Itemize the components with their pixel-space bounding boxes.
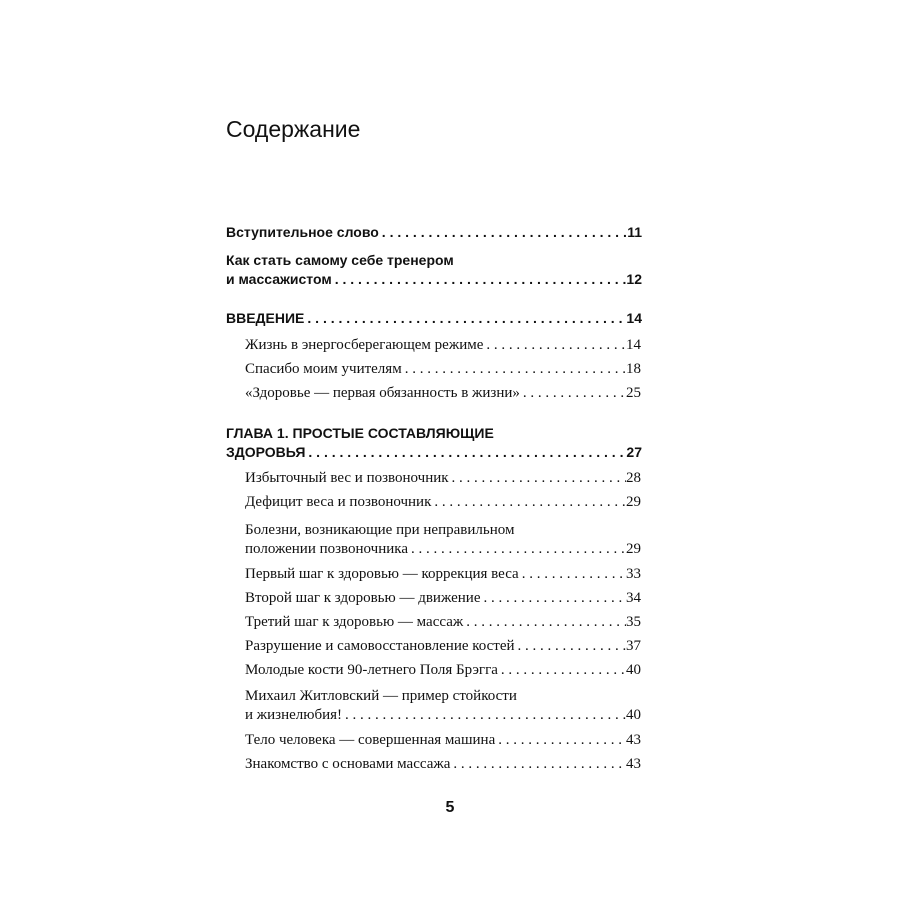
dot-leader	[463, 614, 626, 631]
toc-page-number: 43	[626, 732, 641, 748]
toc-entry-title: Тело человека — совершенная машина	[245, 732, 496, 748]
toc-page-number: 18	[626, 361, 641, 377]
toc-entry-third-step	[245, 614, 641, 635]
dot-leader	[519, 566, 626, 583]
toc-entry-title-line1: Михаил Житловский — пример стойкости	[245, 688, 517, 704]
dot-leader	[480, 590, 626, 607]
toc-entry-energy-saving-mode	[245, 337, 641, 358]
toc-entry-title: Знакомство с основами массажа	[245, 756, 451, 772]
toc-entry-excess-weight	[245, 470, 641, 491]
toc-entry-title: «Здоровье — первая обязанность в жизни»	[245, 385, 520, 401]
toc-entry-thanks-teachers	[245, 361, 641, 382]
toc-entry-title: Вступительное слово	[226, 224, 379, 240]
dot-leader	[342, 707, 626, 724]
toc-page-number: 11	[627, 224, 642, 240]
toc-entry-chapter-1	[226, 423, 642, 465]
dot-leader	[408, 541, 626, 558]
toc-entry-title: ВВЕДЕНИЕ	[226, 310, 305, 326]
dot-leader	[520, 385, 626, 402]
toc-entry-trainer-and-masseur	[226, 250, 642, 292]
page-number: 5	[445, 799, 455, 816]
dot-leader	[402, 361, 626, 378]
toc-entry-human-body	[245, 732, 641, 753]
dot-leader	[305, 444, 626, 460]
page-title: Содержание	[226, 116, 361, 142]
toc-page-number: 40	[626, 662, 641, 678]
dot-leader	[332, 271, 627, 287]
toc-entry-title-line1: Как стать самому себе тренером	[226, 252, 454, 268]
toc-entry-massage-basics	[245, 756, 641, 777]
toc-entry-title: Второй шаг к здоровью — движение	[245, 590, 481, 606]
toc-entry-title: и массажистом	[226, 271, 332, 287]
toc-page-number: 34	[626, 590, 641, 606]
toc-entry-health-first-duty	[245, 385, 641, 406]
toc-entry-title: Спасибо моим учителям	[245, 361, 402, 377]
toc-page-number: 29	[626, 494, 641, 510]
dot-leader	[515, 638, 626, 655]
toc-entry-title: Молодые кости 90-летнего Поля Брэгга	[245, 662, 498, 678]
toc-page-number: 29	[626, 541, 641, 557]
toc-entry-title: Третий шаг к здоровью — массаж	[245, 614, 464, 630]
toc-page-number: 14	[626, 337, 641, 353]
toc-entry-title: ЗДОРОВЬЯ	[226, 444, 306, 460]
toc-page-number: 40	[626, 707, 641, 723]
toc-entry-title: и жизнелюбия!	[245, 707, 343, 723]
toc-entry-title: Избыточный вес и позвоночник	[245, 470, 449, 486]
dot-leader	[304, 310, 626, 326]
toc-page-number: 12	[626, 271, 642, 287]
toc-entry-paul-bragg	[245, 662, 641, 683]
toc-entry-title-line1: Болезни, возникающие при неправильном	[245, 522, 515, 538]
toc-page-number: 27	[626, 444, 642, 460]
dot-leader	[498, 662, 626, 679]
toc-entry-title: Дефицит веса и позвоночник	[245, 494, 432, 510]
toc-entry-spine-diseases	[245, 520, 641, 562]
dot-leader	[431, 494, 626, 511]
dot-leader	[449, 470, 626, 487]
toc-entry-zhitlovsky	[245, 686, 641, 728]
toc-entry-title-line1: ГЛАВА 1. ПРОСТЫЕ СОСТАВЛЯЮЩИЕ	[226, 425, 494, 441]
toc-page-number: 25	[626, 385, 641, 401]
toc-entry-title: Первый шаг к здоровью — коррекция веса	[245, 566, 519, 582]
toc-entry-title: Разрушение и самовосстановление костей	[245, 638, 515, 654]
toc-page-number: 43	[626, 756, 641, 772]
toc-entry-introductory-word	[226, 224, 642, 245]
toc-page-number: 35	[626, 614, 641, 630]
toc-page-number: 33	[626, 566, 641, 582]
toc-entry-introduction	[226, 310, 642, 331]
toc-page-number: 14	[626, 310, 642, 326]
toc-entry-bone-destruction	[245, 638, 641, 659]
toc-entry-weight-deficit	[245, 494, 641, 515]
toc-entry-second-step	[245, 590, 641, 611]
toc-entry-title: Жизнь в энергосберегающем режиме	[245, 337, 484, 353]
toc-entry-title: положении позвоночника	[245, 541, 408, 557]
dot-leader	[379, 224, 627, 240]
dot-leader	[483, 337, 626, 354]
toc-entry-first-step	[245, 566, 641, 587]
toc-page-number: 37	[626, 638, 641, 654]
dot-leader	[495, 732, 626, 749]
dot-leader	[450, 756, 626, 773]
toc-page-number: 28	[626, 470, 641, 486]
